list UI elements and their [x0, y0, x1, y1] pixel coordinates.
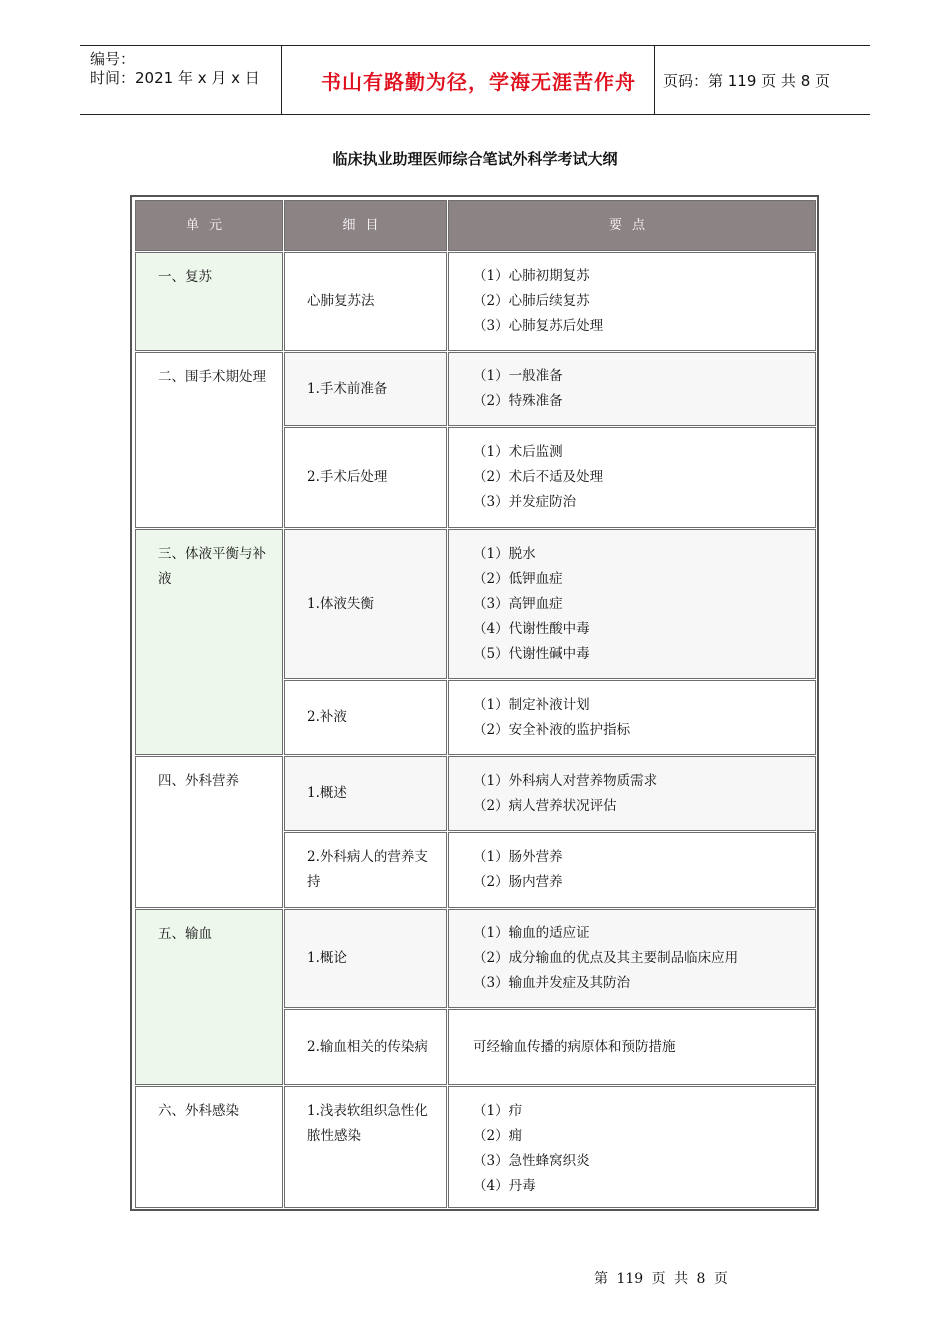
point-item: （3）高钾血症 — [473, 595, 563, 612]
point-item: （1）外科病人对营养物质需求 — [473, 772, 658, 789]
point-item: （2）成分输血的优点及其主要制品临床应用 — [473, 950, 739, 966]
detail-text: 心肺复苏法 — [307, 293, 375, 309]
detail-text: 1.手术前准备 — [307, 380, 388, 397]
detail-text: 1.概论 — [307, 950, 347, 966]
point-item: （2）低钾血症 — [473, 570, 563, 587]
number-label: 编号： — [90, 50, 136, 68]
points-cell — [448, 1009, 816, 1085]
column-header-points: 要点 — [448, 200, 816, 251]
header-divider — [654, 46, 655, 114]
column-header-detail: 细目 — [284, 200, 447, 251]
detail-text: 1.体液失衡 — [307, 595, 374, 612]
points-cell — [448, 756, 816, 831]
point-item: （3）急性蜂窝织炎 — [473, 1153, 590, 1169]
detail-cell — [284, 756, 447, 831]
points-cell — [448, 909, 816, 1008]
unit-cell: 五、输血 — [135, 909, 283, 1085]
document-title: 临床执业助理医师综合笔试外科学考试大纲 — [332, 150, 618, 168]
point-item: （2）痈 — [473, 1128, 523, 1144]
points-cell — [448, 252, 816, 351]
point-item: （1）心肺初期复苏 — [473, 268, 590, 284]
point-item: （2）特殊准备 — [473, 393, 563, 409]
point-item: （2）术后不适及处理 — [473, 469, 604, 485]
points-cell — [448, 427, 816, 528]
page-footer: 第 119 页 共 8 页 — [594, 1271, 728, 1287]
point-item: （1）疖 — [473, 1103, 523, 1119]
detail-text: 2.手术后处理 — [307, 469, 388, 485]
detail-cell — [284, 427, 447, 528]
points-cell — [448, 1086, 816, 1208]
point-item: （3）并发症防治 — [473, 494, 577, 510]
detail-cell — [284, 680, 447, 755]
point-item: （1）脱水 — [473, 545, 536, 562]
header-page-info: 页码：第 119 页 共 8 页 — [663, 71, 831, 90]
points-cell — [448, 352, 816, 426]
point-item: 可经输血传播的病原体和预防措施 — [473, 1038, 676, 1055]
point-item: （1）制定补液计划 — [473, 696, 590, 713]
syllabus-table — [130, 195, 819, 1211]
detail-text: 1.概述 — [307, 785, 347, 801]
point-item: （1）输血的适应证 — [473, 925, 590, 941]
detail-text: 2.补液 — [307, 709, 347, 725]
point-item: （5）代谢性碱中毒 — [473, 645, 590, 662]
unit-cell: 六、外科感染 — [135, 1086, 283, 1208]
detail-cell — [284, 832, 447, 908]
point-item: （2）病人营养状况评估 — [473, 797, 617, 814]
column-header-unit: 单元 — [135, 200, 283, 251]
detail-cell — [284, 1009, 447, 1085]
detail-cell — [284, 1086, 447, 1208]
page-header — [80, 45, 870, 115]
point-item: （3）心肺复苏后处理 — [473, 318, 604, 334]
unit-cell: 二、围手术期处理 — [135, 352, 283, 528]
detail-text: 2.输血相关的传染病 — [307, 1038, 428, 1055]
point-item: （2）肠内营养 — [473, 874, 563, 890]
header-motto: 书山有路勤为径，学海无涯苦作舟 — [321, 69, 636, 94]
point-item: （2）心肺后续复苏 — [473, 293, 590, 309]
point-item: （4）丹毒 — [473, 1178, 536, 1194]
detail-text: 2.外科病人的营养支持 — [307, 849, 428, 890]
points-cell — [448, 832, 816, 908]
time-label: 时间：2021 年 x 月 x 日 — [90, 69, 260, 87]
point-item: （1）一般准备 — [473, 368, 563, 384]
unit-cell: 三、体液平衡与补液 — [135, 529, 283, 755]
detail-text: 1.浅表软组织急性化脓性感染 — [307, 1103, 428, 1144]
point-item: （4）代谢性酸中毒 — [473, 620, 590, 637]
points-cell — [448, 529, 816, 679]
unit-cell: 一、复苏 — [135, 252, 283, 351]
detail-cell — [284, 909, 447, 1008]
detail-cell — [284, 352, 447, 426]
point-item: （2）安全补液的监护指标 — [473, 721, 631, 738]
detail-cell — [284, 252, 447, 351]
point-item: （3）输血并发症及其防治 — [473, 975, 631, 991]
detail-cell — [284, 529, 447, 679]
unit-cell: 四、外科营养 — [135, 756, 283, 908]
header-meta — [90, 50, 260, 88]
header-divider — [281, 46, 282, 114]
point-item: （1）术后监测 — [473, 444, 563, 460]
points-cell — [448, 680, 816, 755]
point-item: （1）肠外营养 — [473, 849, 563, 865]
